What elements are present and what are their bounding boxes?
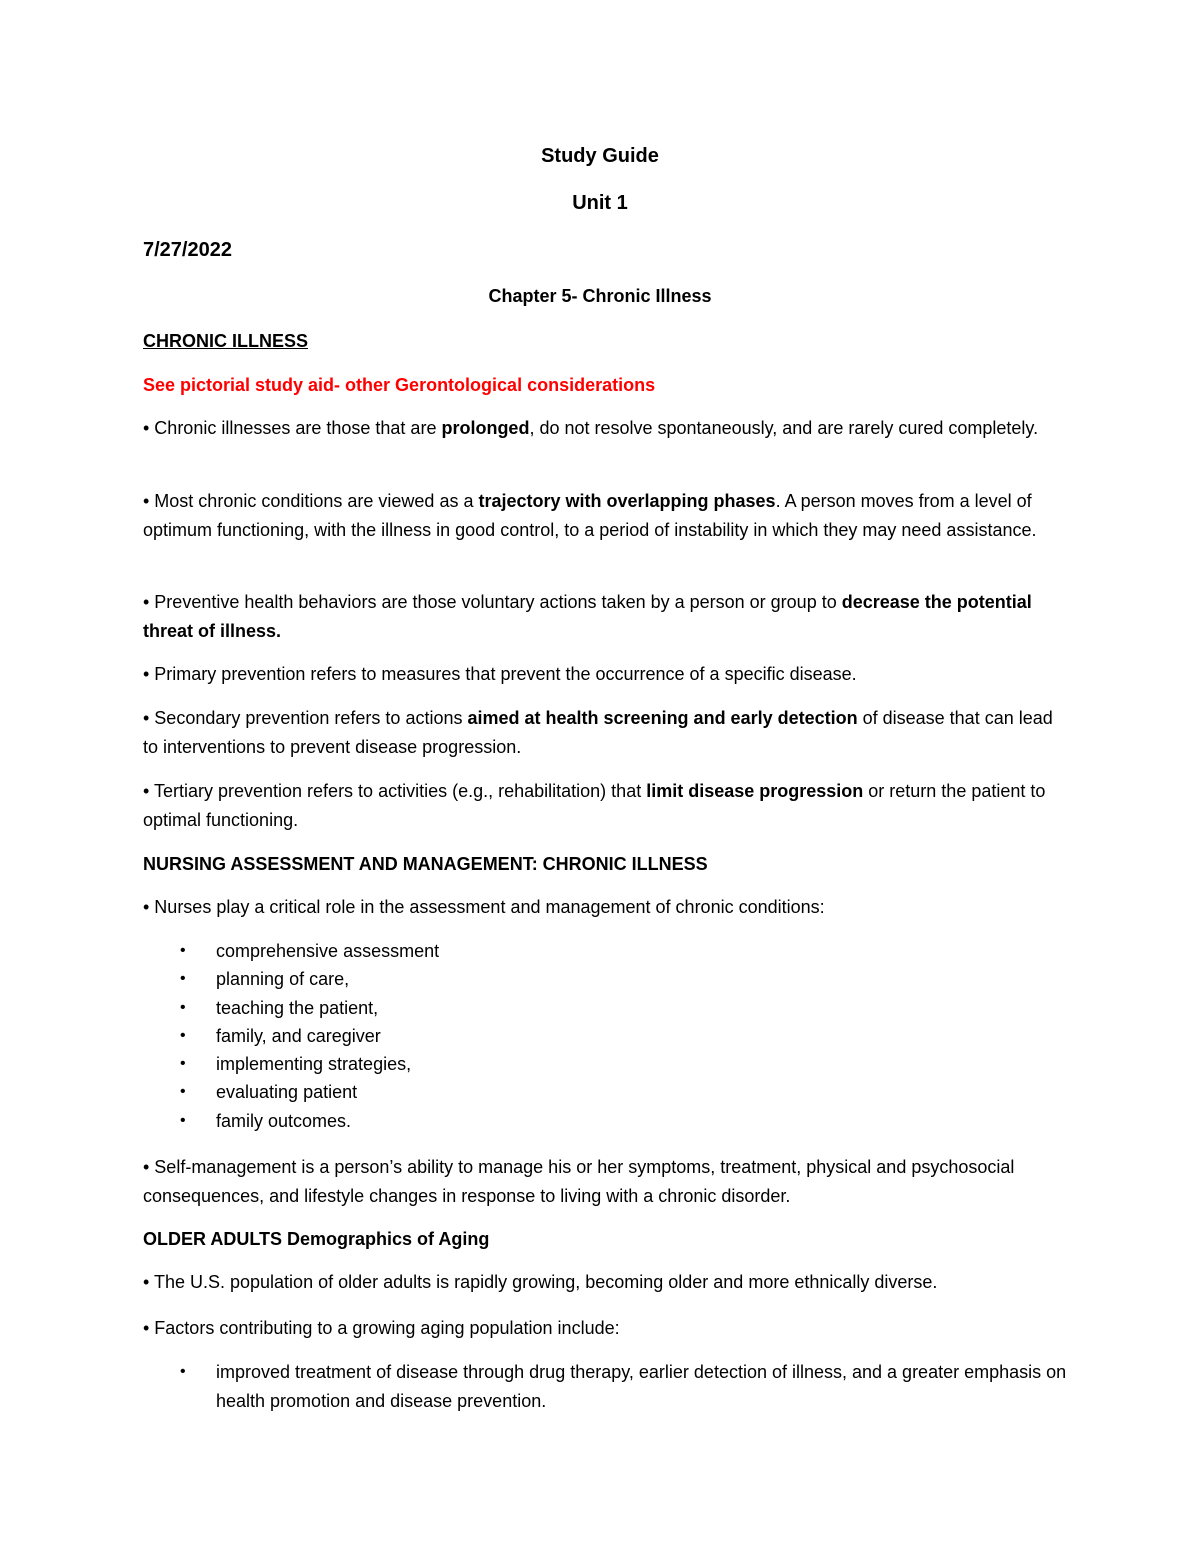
bullet-icon: •: [180, 998, 186, 1016]
paragraph-primary-prevention: • Primary prevention refers to measures that prevent the occurrence of a specific disease.: [143, 664, 857, 684]
unit-label: Unit 1: [572, 192, 628, 214]
paragraph-nurses-role: • Nurses play a critical role in the assessment and management of chronic conditions:: [143, 897, 825, 917]
paragraph-self-management: • Self-management is a person’s ability to manage his or her symptoms, treatment, physical and psychosocial consequences, and lifestyle changes in response to living with a chronic disorder.: [143, 1157, 1015, 1206]
list-item-improved-treatment: • improved treatment of disease through drug therapy, earlier detection of illness, and a greater emphasis on health promotion and disease prevention.: [180, 1358, 1070, 1415]
date-label: 7/27/2022: [143, 239, 232, 261]
list-item: • family outcomes.: [180, 1107, 439, 1135]
bullet-icon: •: [180, 1026, 186, 1044]
bullet-icon: •: [180, 942, 186, 959]
bullet-icon: •: [180, 1055, 186, 1073]
chapter-heading: Chapter 5- Chronic Illness: [488, 286, 712, 306]
paragraph-aging-factors: • Factors contributing to a growing aging population include:: [143, 1318, 620, 1338]
paragraph-trajectory: • Most chronic conditions are viewed as a trajectory with overlapping phases. A person moves from a level of optimum functioning, with the illness in good control, to a period of instability in which they may need assistance.: [143, 491, 1037, 540]
bullet-icon: •: [180, 1111, 186, 1129]
paragraph-population-growth: • The U.S. population of older adults is rapidly growing, becoming older and more ethnically diverse.: [143, 1272, 938, 1292]
list-item: • planning of care,: [180, 965, 439, 993]
study-aid-note: See pictorial study aid- other Gerontological considerations: [143, 375, 656, 395]
bullet-icon: •: [180, 1363, 186, 1380]
list-item: • implementing strategies,: [180, 1050, 439, 1078]
bullet-icon: •: [180, 970, 186, 988]
section-heading-older-adults: OLDER ADULTS Demographics of Aging: [143, 1229, 490, 1249]
paragraph-secondary-prevention: • Secondary prevention refers to actions aimed at health screening and early detection of disease that can lead to interventions to prevent disease progression.: [143, 708, 1053, 757]
paragraph-preventive-behaviors: • Preventive health behaviors are those voluntary actions taken by a person or group to decrease the potential threat of illness.: [143, 592, 1032, 641]
list-item: • comprehensive assessment: [180, 937, 439, 965]
list-item: • teaching the patient,: [180, 994, 439, 1022]
section-heading-nursing-assessment: NURSING ASSESSMENT AND MANAGEMENT: CHRONIC ILLNESS: [143, 854, 708, 874]
list-item: • evaluating patient: [180, 1078, 439, 1106]
paragraph-chronic-definition: • Chronic illnesses are those that are prolonged, do not resolve spontaneously, and are rarely cured completely.: [143, 418, 1039, 438]
paragraph-tertiary-prevention: • Tertiary prevention refers to activities (e.g., rehabilitation) that limit disease progression or return the patient to optimal functioning.: [143, 781, 1046, 830]
bullet-icon: •: [180, 1083, 186, 1101]
section-heading-chronic-illness: CHRONIC ILLNESS: [143, 331, 309, 351]
document-title: Study Guide: [541, 145, 659, 167]
nursing-role-list: [180, 937, 439, 1135]
list-item: • family, and caregiver: [180, 1022, 439, 1050]
